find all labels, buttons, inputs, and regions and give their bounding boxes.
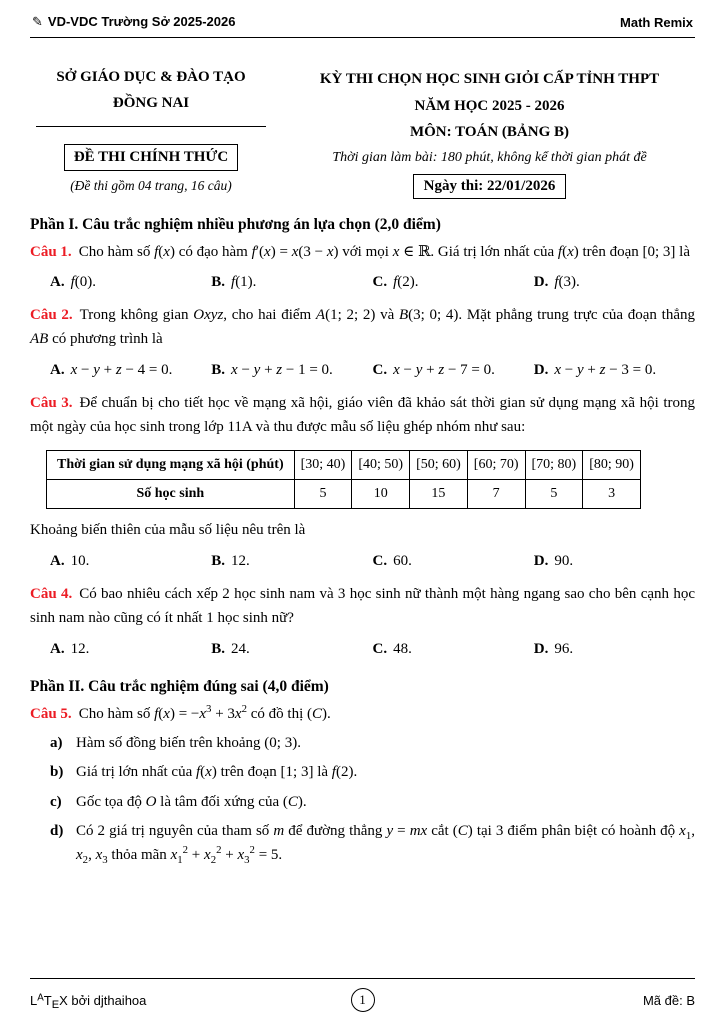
option-text: 96. xyxy=(554,640,574,657)
option-text: f(1). xyxy=(231,273,257,290)
option-b xyxy=(211,550,372,573)
option-letter: D. xyxy=(533,273,549,290)
question-3-options xyxy=(30,550,695,573)
question-4-label: Câu 4. xyxy=(30,586,73,603)
option-text: 24. xyxy=(231,640,250,657)
survey-table-value-row xyxy=(47,480,641,509)
option-text: x − y + z − 1 = 0. xyxy=(231,361,333,378)
statement-letter: a) xyxy=(50,735,63,752)
option-letter: C. xyxy=(372,361,388,378)
option-d xyxy=(534,271,695,294)
table-count-cell: 15 xyxy=(410,480,468,509)
option-letter: A. xyxy=(50,361,65,378)
option-a xyxy=(50,359,211,382)
option-c xyxy=(373,271,534,294)
exam-duration-note: Thời gian làm bài: 180 phút, không kể thời gian phát đề xyxy=(332,149,647,165)
question-3-body: Để chuẩn bị cho tiết học về mạng xã hội, giáo viên đã khảo sát thời gian sử dụng mạng xã hội trong một ngày của học sinh trong lớp 11A và thu được mẫu số liệu ghép nhóm như sau: xyxy=(30,394,695,436)
question-2-options xyxy=(30,359,695,382)
option-text: 10. xyxy=(70,552,90,569)
question-2-label: Câu 2. xyxy=(30,307,73,324)
part2-heading: Phần II. Câu trắc nghiệm đúng sai (4,0 điểm) xyxy=(30,677,329,695)
option-letter: C. xyxy=(372,640,388,657)
question-2-paragraph xyxy=(30,303,695,352)
authority-name-line2: ĐỒNG NAI xyxy=(112,95,190,112)
table-count-cell: 5 xyxy=(525,480,583,509)
table-interval-cell: [50; 60) xyxy=(410,451,468,480)
question-3-paragraph xyxy=(30,391,695,440)
question-1-options xyxy=(30,271,695,294)
option-letter: C. xyxy=(372,552,388,569)
question-4-paragraph xyxy=(30,582,695,631)
option-letter: D. xyxy=(533,361,549,378)
table-count-cell: 10 xyxy=(352,480,410,509)
statement-text: Giá trị lớn nhất của f(x) trên đoạn [1; 3] là f(2). xyxy=(76,764,358,781)
option-a xyxy=(50,550,211,573)
option-letter: B. xyxy=(211,273,226,290)
statement-text: Hàm số đồng biến trên khoảng (0; 3). xyxy=(76,735,301,752)
option-letter: A. xyxy=(50,640,65,657)
option-a xyxy=(50,271,211,294)
option-b xyxy=(211,271,372,294)
masthead xyxy=(30,64,695,199)
option-text: 12. xyxy=(231,552,250,569)
page-header xyxy=(30,8,695,38)
option-letter: A. xyxy=(50,273,65,290)
authority-name-line1: SỞ GIÁO DỤC & ĐÀO TẠO xyxy=(56,69,246,85)
exam-subject: MÔN: TOÁN (BẢNG B) xyxy=(409,124,570,140)
option-text: x − y + z − 4 = 0. xyxy=(70,361,173,378)
option-letter: D. xyxy=(533,640,549,657)
question-3-after-table: Khoảng biến thiên của mẫu số liệu nêu trên là xyxy=(30,522,306,539)
question-5-body: Cho hàm số $f(x) = -x^3 + 3x^2$ có đồ thị (C). xyxy=(78,702,331,722)
option-c xyxy=(373,359,534,382)
option-a xyxy=(50,638,211,661)
option-letter: C. xyxy=(372,273,388,290)
option-text: f(2). xyxy=(393,273,419,290)
official-exam-box: ĐỀ THI CHÍNH THỨC xyxy=(64,144,238,171)
exam-title: KỲ THI CHỌN HỌC SINH GIỎI CẤP TỈNH THPT xyxy=(319,71,660,87)
statement-text: Có 2 giá trị nguyên của tham số m để đường thẳng y = mx cắt (C) tại 3 điểm phân biệt có hoành độ $x_1$, $x_2$, $x_3$ thỏa mãn $x_1^2 + x_2^2 + x_3^2 = 5$. xyxy=(76,823,695,867)
issuing-authority-block xyxy=(30,64,272,199)
question-1 xyxy=(30,240,695,295)
option-letter: B. xyxy=(211,361,226,378)
header-left-text: VD-VDC Trường Sở 2025-2026 xyxy=(47,14,236,29)
question-2 xyxy=(30,303,695,382)
table-col1-header: Thời gian sử dụng mạng xã hội (phút) xyxy=(47,451,295,480)
question-4-options xyxy=(30,638,695,661)
option-letter: D. xyxy=(533,552,549,569)
header-right-text: Math Remix xyxy=(620,14,693,30)
table-interval-cell: [40; 50) xyxy=(352,451,410,480)
table-count-cell: 7 xyxy=(467,480,525,509)
statement-text: Gốc tọa độ O là tâm đối xứng của (C). xyxy=(76,793,307,810)
statement-d xyxy=(30,819,695,868)
question-2-body: Trong không gian Oxyz, cho hai điểm A(1; 2; 2) và B(3; 0; 4). Mặt phẳng trung trực của đoạn thẳng AB có phương trình là xyxy=(30,307,695,348)
option-letter: B. xyxy=(211,552,226,569)
option-text: 90. xyxy=(554,552,574,569)
statement-c xyxy=(30,790,695,814)
question-1-paragraph xyxy=(30,240,695,264)
page-footer xyxy=(30,978,695,1012)
question-4 xyxy=(30,582,695,661)
question-3-label: Câu 3. xyxy=(30,394,73,411)
survey-table xyxy=(46,450,641,509)
table-interval-cell: [80; 90) xyxy=(583,451,641,480)
option-text: x − y + z − 3 = 0. xyxy=(554,361,657,378)
exam-year: NĂM HỌC 2025 - 2026 xyxy=(414,97,565,114)
question-5-paragraph xyxy=(30,702,695,726)
table-interval-cell: [60; 70) xyxy=(467,451,525,480)
option-c xyxy=(373,638,534,661)
table-count-cell: 3 xyxy=(583,480,641,509)
exam-date-box: Ngày thi: 22/01/2026 xyxy=(413,174,567,199)
question-5-label: Câu 5. xyxy=(30,705,72,722)
option-text: 60. xyxy=(393,552,412,569)
option-d xyxy=(534,550,695,573)
exam-pages-note: (Đề thi gồm 04 trang, 16 câu) xyxy=(70,177,232,193)
question-5 xyxy=(30,702,695,868)
header-left xyxy=(32,14,235,30)
statement-letter: b) xyxy=(50,764,64,781)
option-b xyxy=(211,638,372,661)
statement-letter: c) xyxy=(50,793,62,810)
option-c xyxy=(373,550,534,573)
option-text: x − y + z − 7 = 0. xyxy=(393,361,495,378)
option-text: 48. xyxy=(393,640,412,657)
statement-a xyxy=(30,731,695,755)
page-number-badge: 1 xyxy=(351,988,375,1012)
survey-table-header-row xyxy=(47,451,641,480)
option-text: f(0). xyxy=(70,273,97,290)
option-letter: A. xyxy=(50,552,65,569)
exam-code: Mã đề: B xyxy=(642,992,695,1008)
question-1-label: Câu 1. xyxy=(30,243,72,260)
table-interval-cell: [30; 40) xyxy=(294,451,352,480)
option-d xyxy=(534,359,695,382)
table-row-label: Số học sinh xyxy=(47,480,295,509)
part1-heading: Phần I. Câu trắc nghiệm nhiều phương án lựa chọn (2,0 điểm) xyxy=(30,215,441,233)
table-count-cell: 5 xyxy=(294,480,352,509)
option-b xyxy=(211,359,372,382)
question-4-body: Có bao nhiêu cách xếp 2 học sinh nam và 3 học sinh nữ thành một hàng ngang sao cho bên cạnh học sinh nam nào cũng có ít nhất 1 học sinh nữ? xyxy=(30,586,695,627)
question-1-body: Cho hàm số f(x) có đạo hàm f′(x) = x(3 − x) với mọi x ∈ ℝ. Giá trị lớn nhất của f(x) trên đoạn [0; 3] là xyxy=(78,243,690,260)
question-3 xyxy=(30,391,695,573)
option-text: 12. xyxy=(70,640,90,657)
pen-icon: ✎ xyxy=(32,14,43,29)
option-d xyxy=(534,638,695,661)
option-text: f(3). xyxy=(554,273,580,290)
exam-title-block xyxy=(272,64,695,199)
table-interval-cell: [70; 80) xyxy=(525,451,583,480)
latex-credit: $L^AT_EX$ bởi djthaihoa xyxy=(30,992,147,1011)
authority-underlined-block xyxy=(36,64,266,127)
option-letter: B. xyxy=(211,640,226,657)
statement-letter: d) xyxy=(50,823,64,840)
statement-b xyxy=(30,760,695,784)
